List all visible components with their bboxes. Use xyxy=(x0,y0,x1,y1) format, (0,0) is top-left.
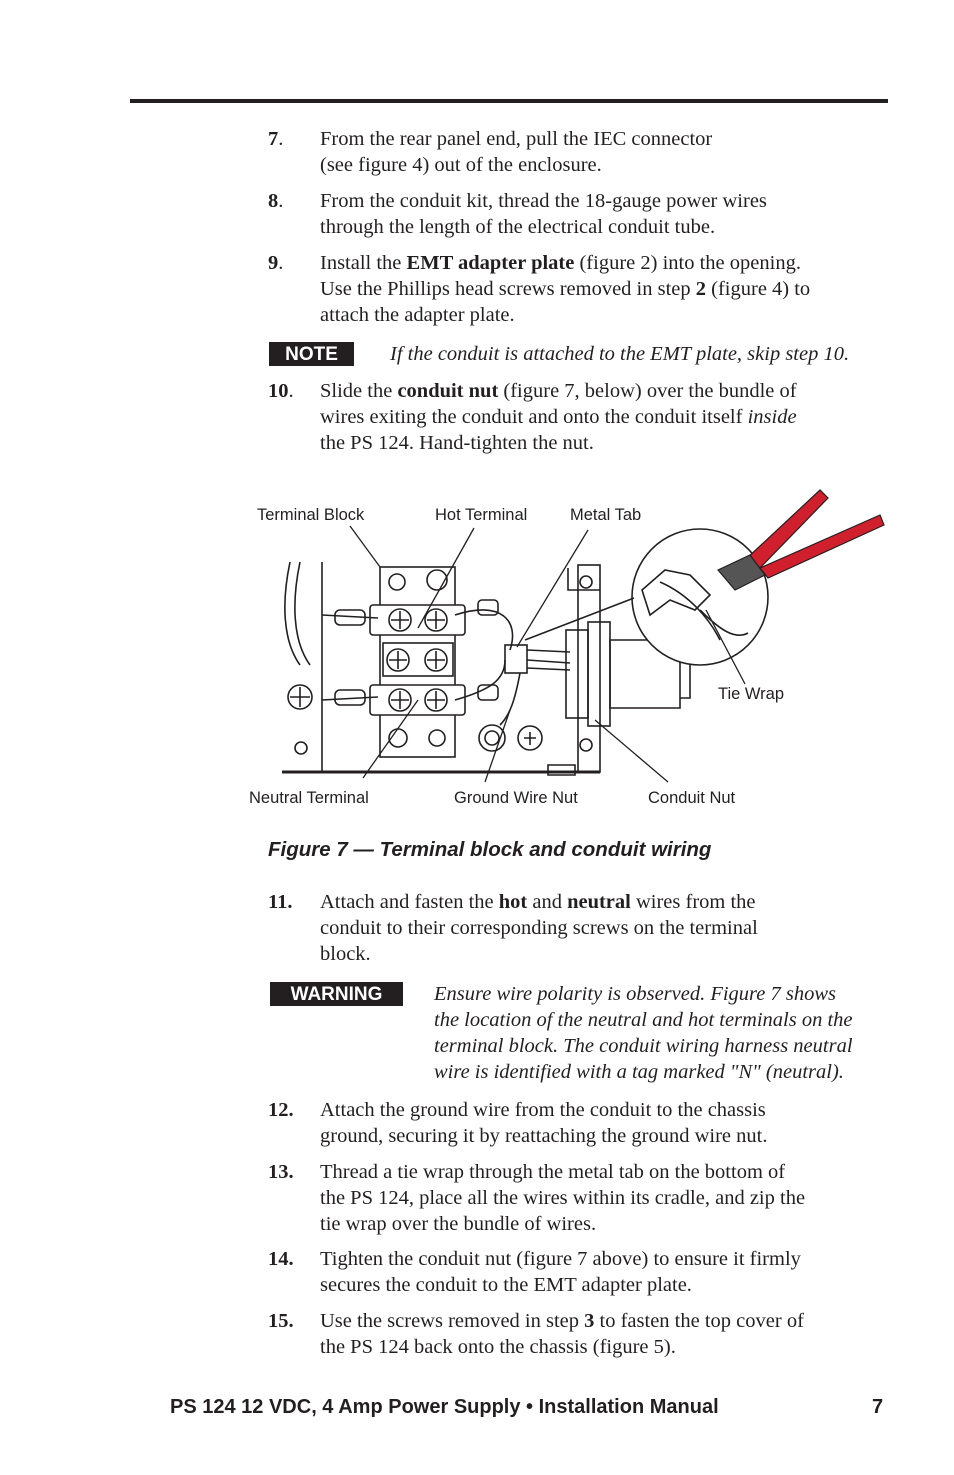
step-15-text: Use the screws removed in step 3 to fasten the top cover of the PS 124 back onto the chassis (figure 5). xyxy=(320,1310,804,1358)
note-badge: NOTE xyxy=(269,342,354,366)
label-conduit-nut: Conduit Nut xyxy=(648,789,736,807)
step-12-text: Attach the ground wire from the conduit to the chassis ground, securing it by reattaching the ground wire nut. xyxy=(320,1099,768,1147)
step-7-text: From the rear panel end, pull the IEC connector (see figure 4) out of the enclosure. xyxy=(320,128,713,176)
label-tie-wrap: Tie Wrap xyxy=(718,685,785,703)
step-8-text: From the conduit kit, thread the 18-gauge power wires through the length of the electrical conduit tube. xyxy=(320,190,767,238)
step-13-text: Thread a tie wrap through the metal tab on the bottom of the PS 124, place all the wires within its cradle, and zip the tie wrap over the bundle of wires. xyxy=(320,1161,806,1235)
pliers-icon xyxy=(718,490,884,590)
label-terminal-block: Terminal Block xyxy=(257,506,365,524)
label-hot-terminal: Hot Terminal xyxy=(435,506,528,524)
label-neutral-terminal: Neutral Terminal xyxy=(249,789,369,807)
step-9-text: Install the EMT adapter plate (figure 2) into the opening. Use the Phillips head screws removed in step 2 (figure 4) to attach the adapter plate. xyxy=(320,252,811,326)
warning-badge: WARNING xyxy=(270,982,403,1006)
label-metal-tab: Metal Tab xyxy=(570,506,642,524)
footer-title: PS 124 12 VDC, 4 Amp Power Supply • Installation Manual xyxy=(170,1396,719,1418)
figure-caption: Figure 7 — Terminal block and conduit wiring xyxy=(268,838,712,861)
warning-text: Ensure wire polarity is observed. Figure 7 shows the location of the neutral and hot terminals on the terminal block. The conduit wiring harness neutral wire is identified with a tag marked "N" (neutral). xyxy=(434,983,853,1083)
label-ground-wire-nut: Ground Wire Nut xyxy=(454,789,578,807)
note-text: If the conduit is attached to the EMT plate, skip step 10. xyxy=(390,343,850,365)
page-number: 7 xyxy=(872,1396,884,1418)
step-14-text: Tighten the conduit nut (figure 7 above) to ensure it firmly secures the conduit to the EMT adapter plate. xyxy=(320,1248,801,1296)
step-11-text: Attach and fasten the hot and neutral wires from the conduit to their corresponding screws on the terminal block. xyxy=(320,891,758,965)
step-10-text: Slide the conduit nut (figure 7, below) over the bundle of wires exiting the conduit and onto the conduit itself inside the PS 124. Hand-tighten the nut. xyxy=(320,380,797,454)
